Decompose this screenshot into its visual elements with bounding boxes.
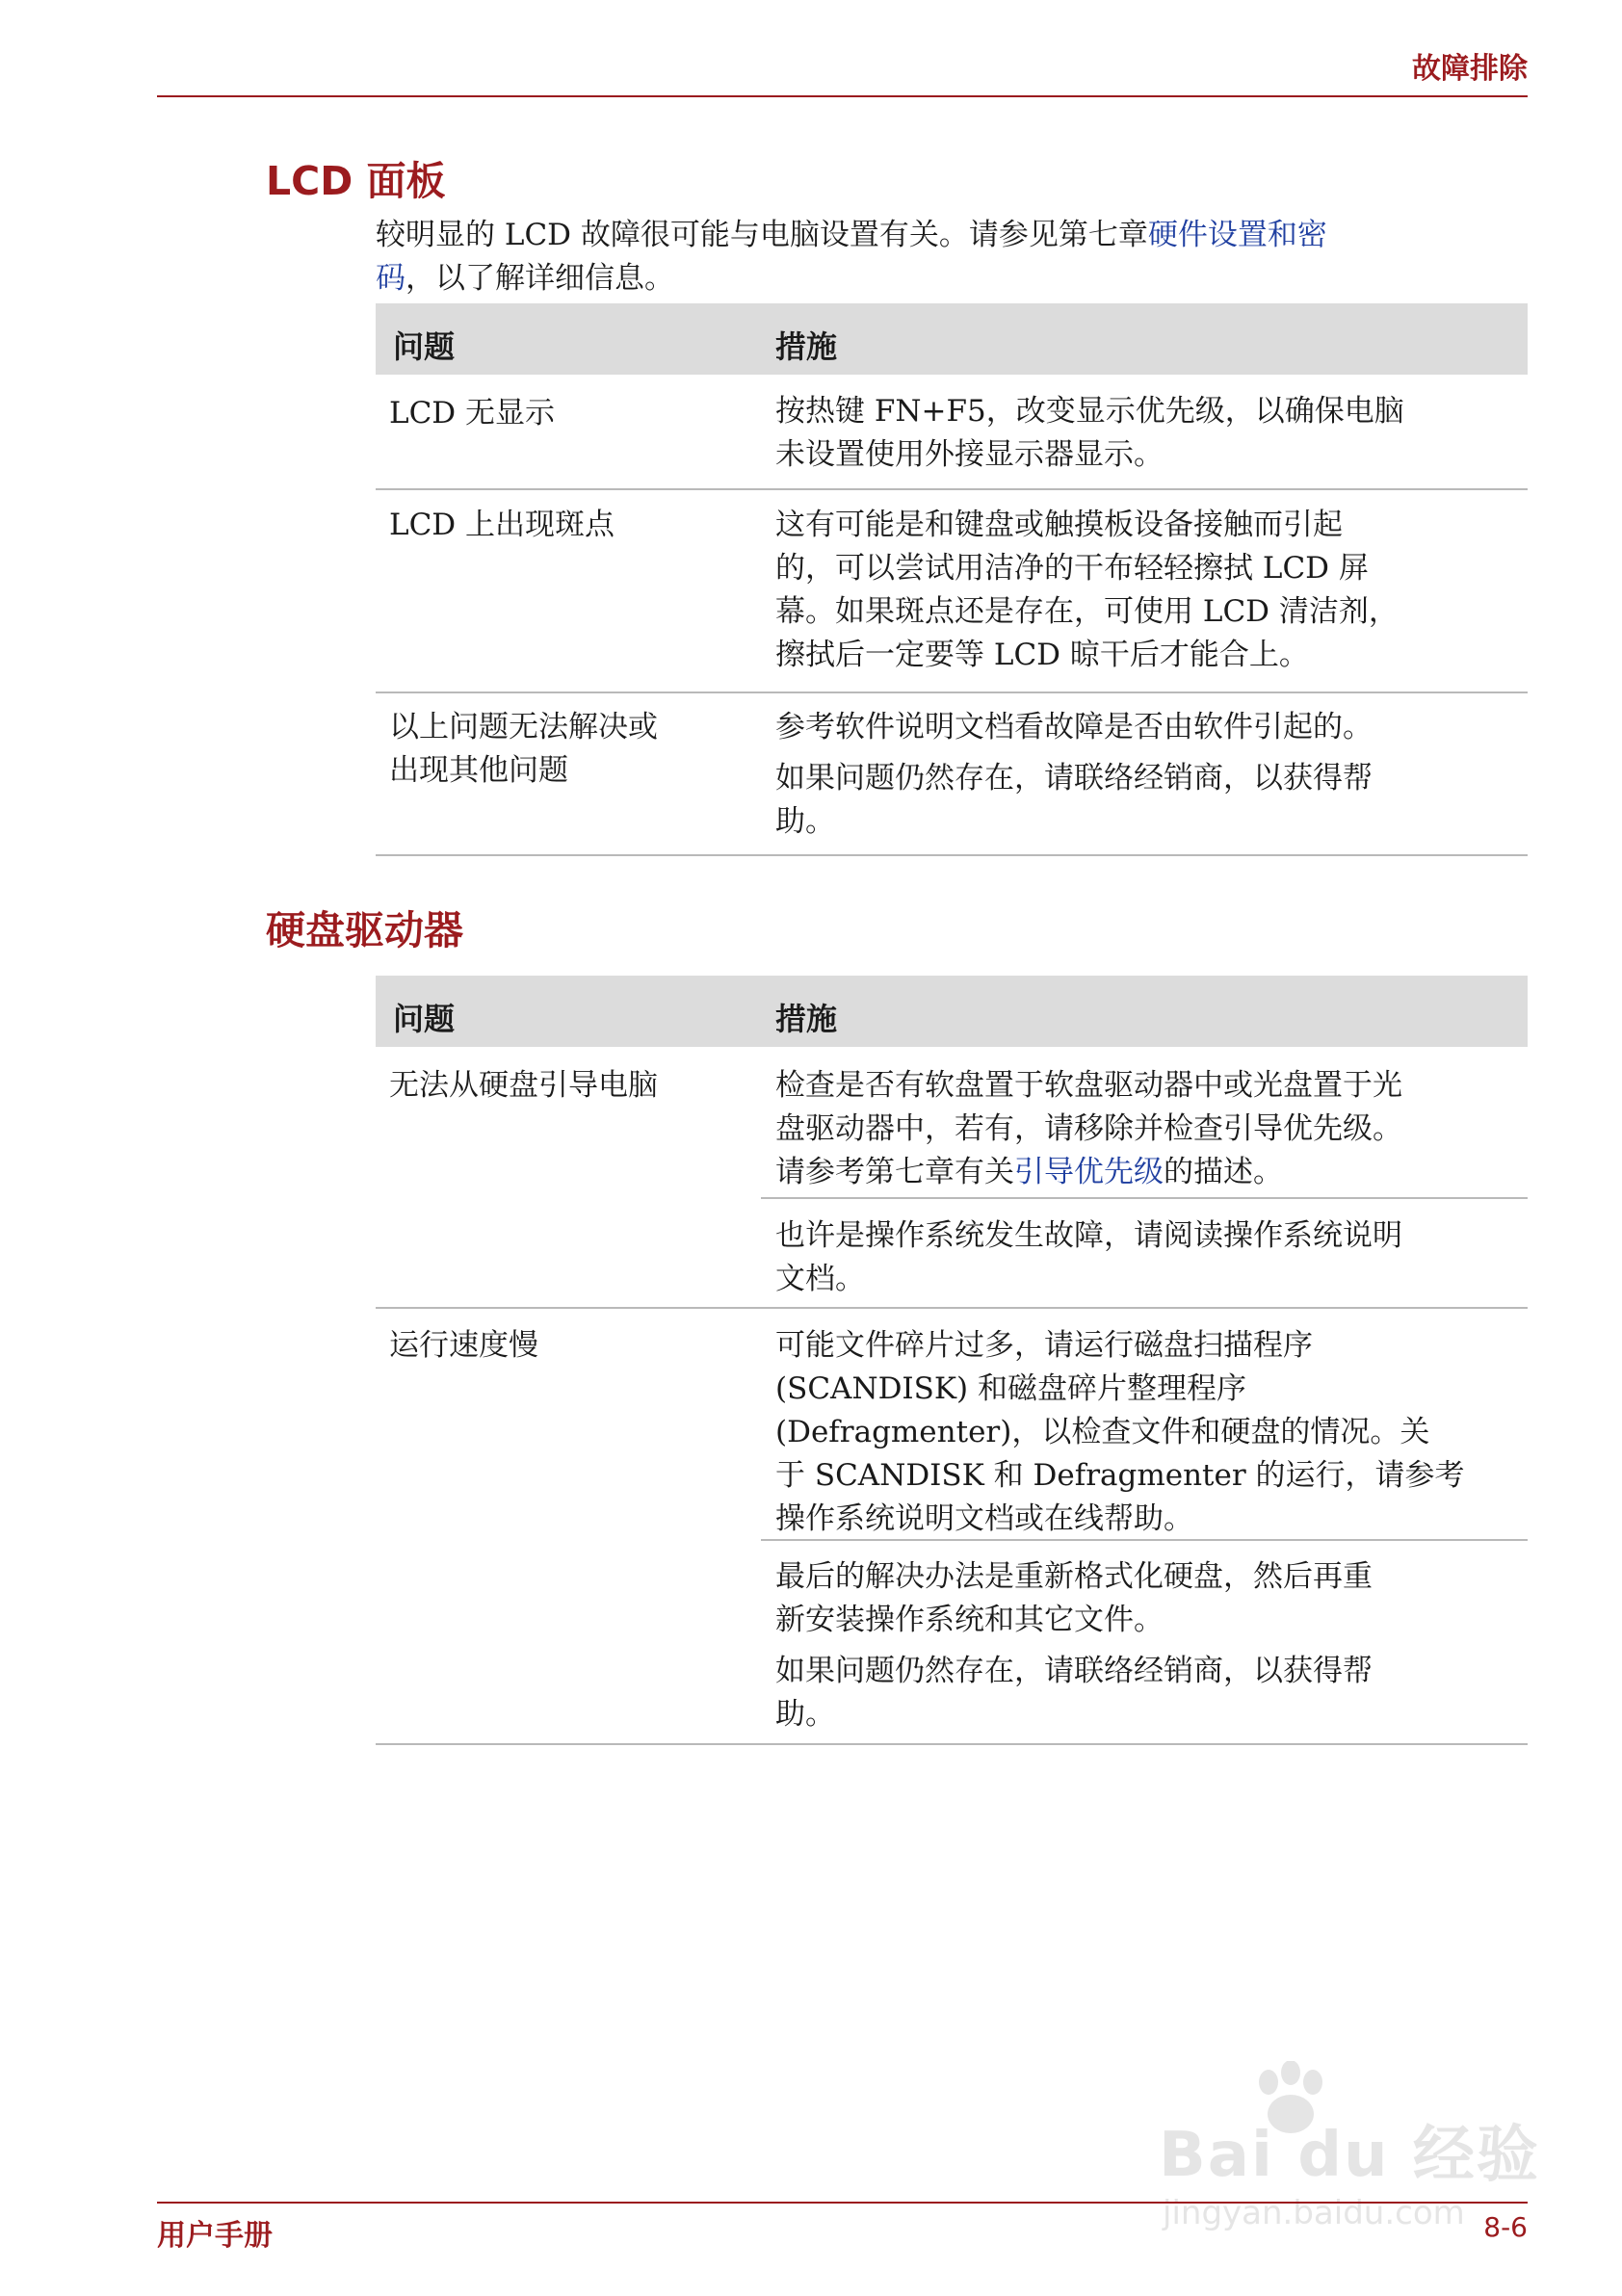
- action-line: 未设置使用外接显示器显示。: [775, 437, 1164, 472]
- intro-text: 较明显的 LCD 故障很可能与电脑设置有关。请参见第七章: [376, 218, 1148, 252]
- page-number: 8-6: [1483, 2211, 1528, 2243]
- footer-manual-title: 用户手册: [157, 2219, 273, 2253]
- action-line: 如果问题仍然存在，请联络经销商，以获得帮: [775, 761, 1373, 796]
- section-heading-hdd: 硬盘驱动器: [266, 907, 463, 953]
- action-line: 这有可能是和键盘或触摸板设备接触而引起: [775, 508, 1343, 542]
- action-line: 于 SCANDISK 和 Defragmenter 的运行，请参考: [775, 1458, 1465, 1493]
- footer-rule: [157, 2202, 1528, 2204]
- table-row-problem: 无法从硬盘引导电脑: [389, 1068, 658, 1103]
- action-text: 请参考第七章有关: [775, 1155, 1014, 1189]
- baidu-jingyan-watermark: [1132, 2061, 1540, 2254]
- watermark-logo-text: Bai du 经验: [1159, 2120, 1540, 2191]
- action-line: 可能文件碎片过多，请运行磁盘扫描程序: [775, 1328, 1313, 1363]
- hardware-setup-link[interactable]: 硬件设置和密: [1147, 218, 1327, 252]
- action-line: (Defragmenter)，以检查文件和硬盘的情况。关: [775, 1415, 1430, 1449]
- table-row-action: [775, 706, 1527, 844]
- table-row-action: [775, 1214, 1527, 1301]
- action-line: [775, 1151, 1527, 1194]
- table-header: [376, 303, 1528, 375]
- action-line: 最后的解决办法是重新格式化硬盘，然后再重: [775, 1559, 1373, 1594]
- table-row-problem: [389, 706, 658, 793]
- table-row-action: [775, 1064, 1527, 1194]
- col-header-problem: 问题: [393, 1001, 456, 1037]
- col-header-problem: 问题: [393, 328, 456, 365]
- action-line: 按热键 FN+F5，改变显示优先级，以确保电脑: [775, 394, 1404, 429]
- action-line: 盘驱动器中，若有，请移除并检查引导优先级。: [775, 1111, 1402, 1146]
- intro-text-tail: ，以了解详细信息。: [406, 261, 674, 296]
- action-line: 幕。如果斑点还是存在，可使用 LCD 清洁剂，: [775, 594, 1399, 629]
- section-heading-lcd: LCD 面板: [266, 158, 446, 204]
- hardware-setup-link-cont[interactable]: 码: [376, 261, 406, 296]
- action-line: 助。: [775, 1697, 835, 1732]
- action-line: 擦拭后一定要等 LCD 晾干后才能合上。: [775, 638, 1309, 672]
- watermark-url: jingyan.baidu.com: [1163, 2194, 1465, 2232]
- hdd-troubleshooting-table: [376, 976, 1528, 1746]
- table-row-problem: LCD 上出现斑点: [389, 508, 615, 542]
- table-row-action: [775, 390, 1527, 477]
- action-line: 也许是操作系统发生故障，请阅读操作系统说明: [775, 1218, 1402, 1253]
- table-row-problem: LCD 无显示: [389, 396, 556, 430]
- table-bottom-rule: [376, 854, 1528, 856]
- action-line: 的，可以尝试用洁净的干布轻轻擦拭 LCD 屏: [775, 551, 1369, 586]
- table-header: [376, 976, 1528, 1047]
- row-divider: [376, 691, 1528, 693]
- action-text: 的描述。: [1164, 1155, 1283, 1189]
- row-divider: [376, 1307, 1528, 1309]
- table-bottom-rule: [376, 1743, 1528, 1745]
- boot-priority-link[interactable]: 引导优先级: [1014, 1155, 1164, 1189]
- action-line: 新安装操作系统和其它文件。: [775, 1603, 1164, 1637]
- action-line: 如果问题仍然存在，请联络经销商，以获得帮: [775, 1654, 1373, 1688]
- col-header-action: 措施: [775, 328, 838, 365]
- table-row-action: [775, 504, 1527, 677]
- action-line: 参考软件说明文档看故障是否由软件引起的。: [775, 710, 1373, 744]
- problem-line: 以上问题无法解决或: [389, 710, 658, 744]
- col-header-action: 措施: [775, 1001, 838, 1037]
- table-row-action: [775, 1555, 1527, 1736]
- row-divider: [376, 488, 1528, 490]
- running-header-title: 故障排除: [1412, 52, 1528, 86]
- header-rule: [157, 95, 1528, 97]
- action-line: 操作系统说明文档或在线帮助。: [775, 1501, 1193, 1536]
- table-row-action: [775, 1324, 1527, 1541]
- sub-row-divider: [761, 1539, 1528, 1541]
- problem-line: 出现其他问题: [389, 753, 568, 788]
- lcd-intro-paragraph: [376, 214, 1528, 300]
- action-line: (SCANDISK) 和磁盘碎片整理程序: [775, 1371, 1247, 1406]
- sub-row-divider: [761, 1197, 1528, 1199]
- lcd-troubleshooting-table: [376, 303, 1528, 857]
- table-row-problem: 运行速度慢: [389, 1328, 538, 1363]
- action-line: 文档。: [775, 1262, 865, 1296]
- action-line: 助。: [775, 804, 835, 839]
- action-line: 检查是否有软盘置于软盘驱动器中或光盘置于光: [775, 1068, 1402, 1103]
